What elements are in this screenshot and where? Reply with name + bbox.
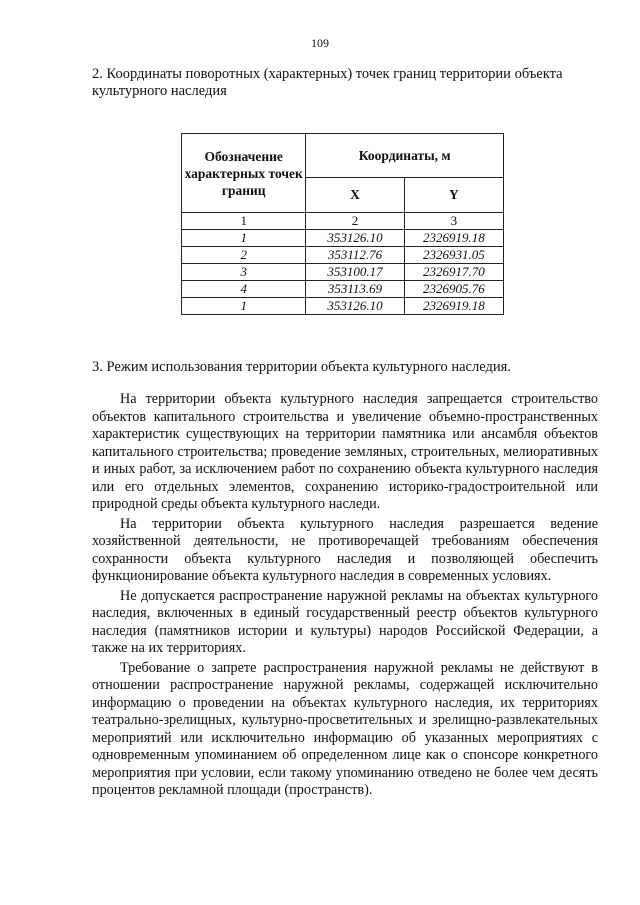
section-3-body [92, 391, 598, 800]
table-row [182, 298, 504, 315]
y-cell: 2326917.70 [404, 264, 503, 281]
point-cell: 1 [182, 230, 306, 247]
table-row [182, 281, 504, 298]
page-number: 109 [311, 36, 329, 50]
column-number-row [182, 213, 504, 230]
coordinates-table [181, 133, 504, 315]
x-cell: 353113.69 [306, 281, 404, 298]
column-number: 2 [306, 213, 404, 230]
x-cell: 353126.10 [306, 298, 404, 315]
point-cell: 2 [182, 247, 306, 264]
x-cell: 353100.17 [306, 264, 404, 281]
column-number: 3 [404, 213, 503, 230]
paragraph: Не допускается распространение наружной рекламы на объектах культурного наследия, включенных в единый государственный реестр объектов культурного наследия (памятников истории и культуры) народов Российской Федерации, а также на их территориях. [92, 587, 598, 656]
column-number: 1 [182, 213, 306, 230]
x-cell: 353112.76 [306, 247, 404, 264]
y-cell: 2326919.18 [404, 298, 503, 315]
paragraph: Требование о запрете распространения наружной рекламы не действуют в отношении распространение наружной рекламы, содержащей исключительно информацию о проведении на объектах культурного наследия, их территориях театрально-зрелищных, культурно-просветительных и зрелищно-развлекательных мероприятий или исключительно информацию об указанных мероприятиях с одновременным упоминанием об определенном лице как о спонсоре конкретного мероприятия при условии, если такому упоминанию отведено не более чем десять процентов рекламной площади (пространств). [92, 659, 598, 798]
point-cell: 4 [182, 281, 306, 298]
x-cell: 353126.10 [306, 230, 404, 247]
y-cell: 2326919.18 [404, 230, 503, 247]
y-cell: 2326931.05 [404, 247, 503, 264]
header-y: Y [404, 178, 503, 213]
paragraph: На территории объекта культурного наследия запрещается строительство объектов капитального строительства и увеличение объемно-пространственных характеристик существующих на территории памятника или ансамбля объектов капитального строительства; проведение земляных, строительных, мелиоративных и иных работ, за исключением работ по сохранению объекта культурного наследия или его отдельных элементов, сохранению историко-градостроительной или природной среды объекта культурного наследи. [92, 391, 598, 512]
y-cell: 2326905.76 [404, 281, 503, 298]
table-row [182, 247, 504, 264]
header-point-designation: Обозначение характерных точек границ [182, 134, 306, 213]
header-coordinates: Координаты, м [306, 134, 504, 178]
table-row [182, 230, 504, 247]
section-3-heading: 3. Режим использования территории объекта культурного наследия. [92, 359, 511, 375]
header-x: X [306, 178, 404, 213]
section-2-heading: 2. Координаты поворотных (характерных) точек границ территории объекта культурного наследия [92, 66, 563, 99]
table-row [182, 264, 504, 281]
paragraph: На территории объекта культурного наследия разрешается ведение хозяйственной деятельности, не противоречащей требованиям обеспечения сохранности объекта культурного наследия и позволяющей обеспечить функционирование объекта культурного наследия в современных условиях. [92, 515, 598, 584]
point-cell: 1 [182, 298, 306, 315]
point-cell: 3 [182, 264, 306, 281]
